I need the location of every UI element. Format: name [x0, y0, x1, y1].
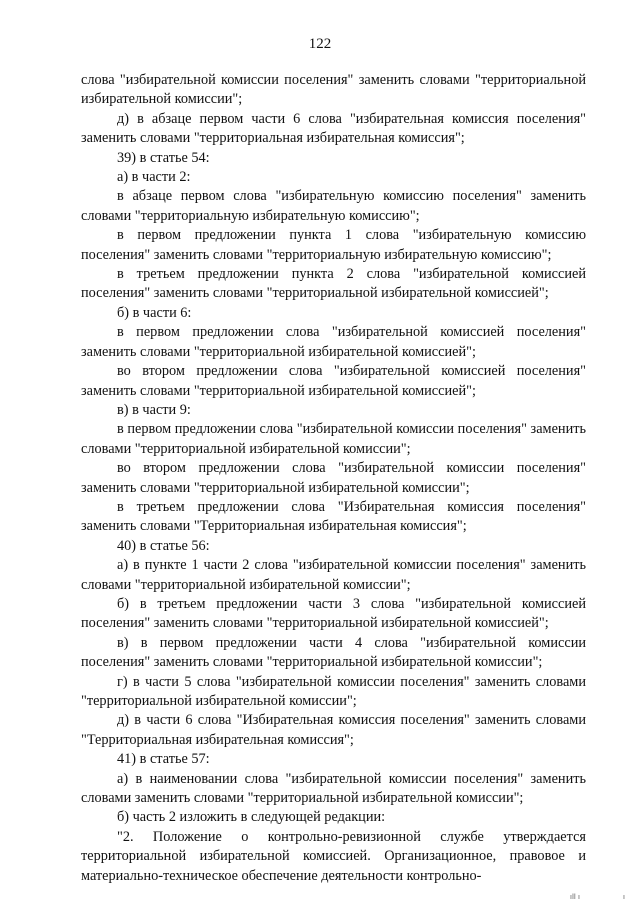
paragraph: а) в наименовании слова "избирательной комиссии поселения" заменить словами заменить словами "территориальной избирательной комиссии";: [81, 770, 586, 807]
document-body: [81, 71, 586, 886]
paragraph: а) в пункте 1 части 2 слова "избирательной комиссии поселения" заменить словами "территориальной избирательной комиссии";: [81, 557, 586, 593]
paragraph: в первом предложении слова "избирательной комиссией поселения" заменить словами "территориальной избирательной комиссией";: [81, 324, 586, 360]
paragraph: 41) в статье 57:: [117, 751, 210, 768]
paragraph: во втором предложении слова "избирательной комиссии поселения" заменить словами "территориальной избирательной комиссии";: [81, 460, 586, 496]
paragraph: в первом предложении пункта 1 слова "избирательную комиссию поселения" заменить словами "территориальную избирательную комиссию";: [81, 227, 586, 263]
paragraph: слова "избирательной комиссии поселения" заменить словами "территориальной избирательной комиссии";: [81, 72, 586, 108]
paragraph: в) в первом предложении части 4 слова "избирательной комиссии поселения" заменить словами "территориальной избирательной комиссии";: [81, 634, 586, 671]
paragraph: б) в части 6:: [117, 304, 192, 321]
scan-mark-left: ıll ı: [570, 893, 581, 901]
page-number: 122: [308, 36, 332, 52]
paragraph: в первом предложении слова "избирательной комиссии поселения" заменить словами "территориальной избирательной комиссии";: [81, 421, 586, 457]
paragraph: б) часть 2 изложить в следующей редакции:: [117, 809, 386, 826]
paragraph: б) в третьем предложении части 3 слова "избирательной комиссией поселения" заменить словами "территориальной избирательной комиссией";: [81, 595, 586, 632]
paragraph: а) в части 2:: [117, 169, 191, 186]
paragraph: в абзаце первом слова "избирательную комиссию поселения" заменить словами "территориальную избирательную комиссию";: [81, 188, 586, 224]
paragraph: в) в части 9:: [117, 401, 191, 418]
paragraph: 40) в статье 56:: [117, 537, 210, 554]
paragraph: "2. Положение о контрольно-ревизионной службе утверждается территориальной избирательной комиссией. Организационное, правовое и материально-техническое обеспечение деятельности контрольно-: [81, 828, 586, 884]
paragraph: д) в абзаце первом части 6 слова "избирательная комиссия поселения" заменить словами "территориальная избирательная комиссия";: [81, 110, 586, 147]
paragraph: г) в части 5 слова "избирательной комиссии поселения" заменить словами "территориальной избирательной комиссии";: [81, 673, 586, 709]
scan-mark-right: ı: [623, 893, 625, 901]
paragraph: в третьем предложении слова "Избирательная комиссия поселения" заменить словами "Территориальная избирательная комиссия";: [81, 498, 586, 535]
paragraph: в третьем предложении пункта 2 слова "избирательной комиссией поселения" заменить словами "территориальной избирательной комиссией";: [81, 266, 586, 302]
paragraph: 39) в статье 54:: [117, 149, 210, 166]
paragraph: д) в части 6 слова "Избирательная комиссия поселения" заменить словами "Территориальная избирательная комиссия";: [81, 712, 586, 748]
paragraph: во втором предложении слова "избирательной комиссией поселения" заменить словами "территориальной избирательной комиссией";: [81, 363, 586, 399]
